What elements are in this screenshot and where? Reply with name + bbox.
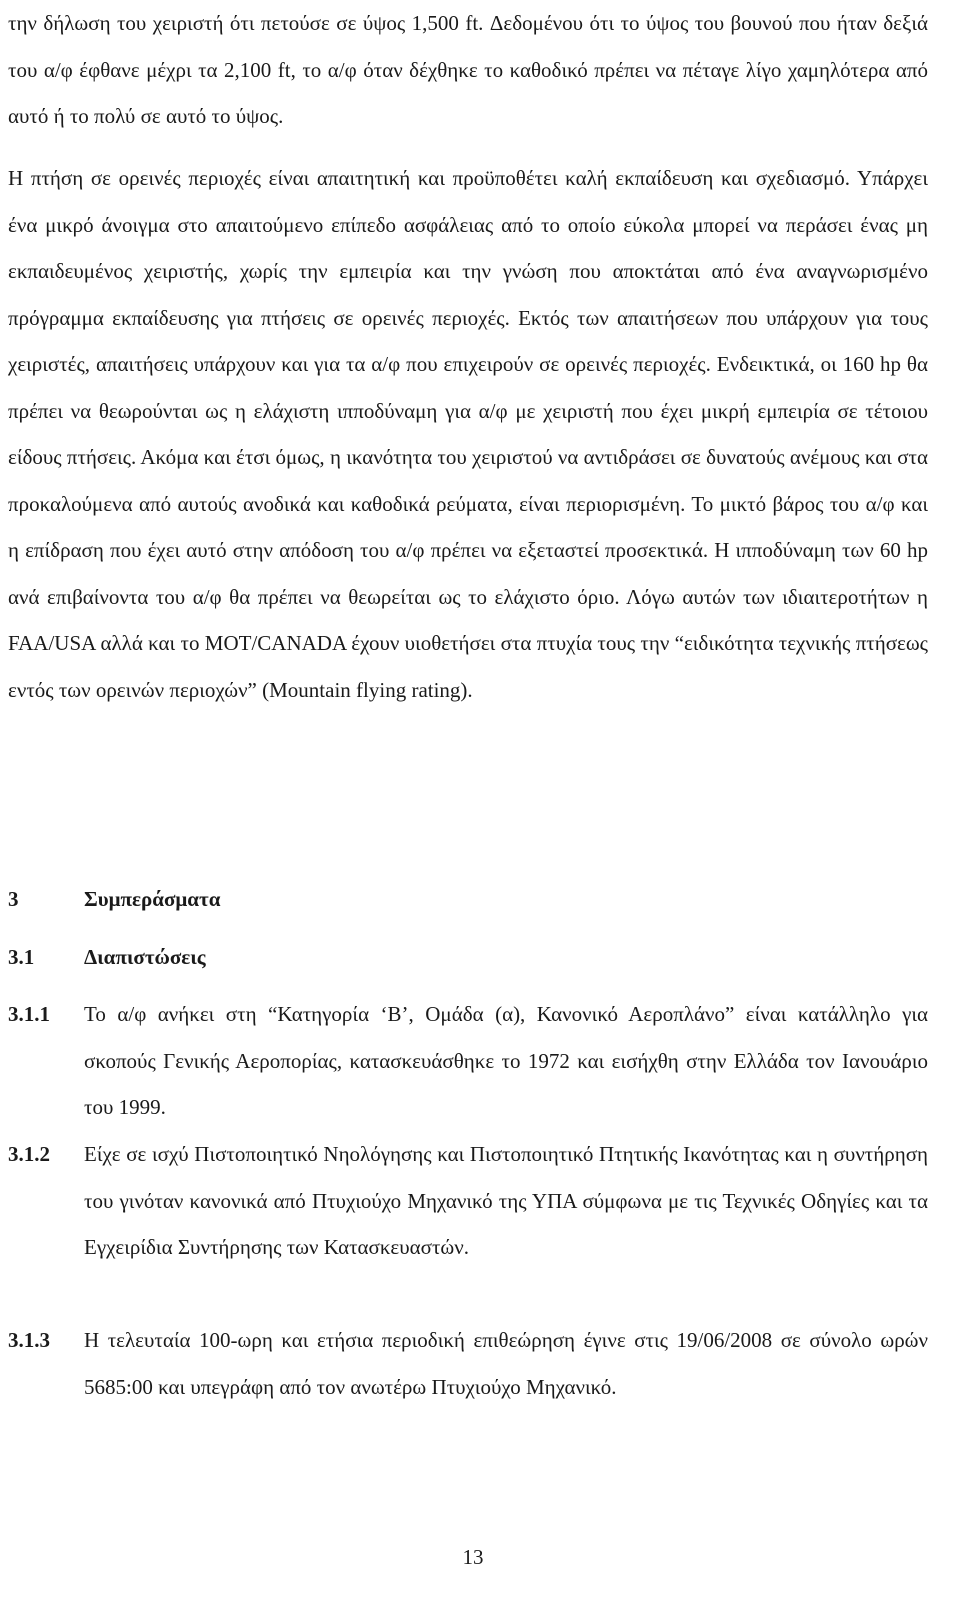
finding-text: Είχε σε ισχύ Πιστοποιητικό Νηολόγησης και Πιστοποιητικό Πτητικής Ικανότητας και η συντήρηση του γινόταν κανονικά από Πτυχιούχο Μηχανικό της ΥΠΑ σύμφωνα με τις Τεχνικές Οδηγίες και τα Εγχειρίδια Συντήρησης των Κατασκευαστών. <box>84 1142 928 1259</box>
section-title: Συμπεράσματα <box>84 887 221 911</box>
subsection-heading <box>8 942 206 972</box>
page-number: 13 <box>462 1545 484 1569</box>
finding-number: 3.1.2 <box>8 1142 50 1166</box>
finding-number: 3.1.3 <box>8 1328 50 1352</box>
document-page <box>8 0 928 1615</box>
paragraph-continued: την δήλωση του χειριστή ότι πετούσε σε ύψος 1,500 ft. Δεδομένου ότι το ύψος του βουνού που ήταν δεξιά του α/φ έφθανε μέχρι τα 2,100 ft, το α/φ όταν δέχθηκε το καθοδικό πρέπει να πέταγε λίγο χαμηλότερα από αυτό ή το πολύ σε αυτό το ύψος. <box>8 11 928 128</box>
subsection-title: Διαπιστώσεις <box>84 945 206 969</box>
section-heading <box>8 884 220 914</box>
finding-number: 3.1.1 <box>8 1002 50 1026</box>
paragraph-mountain-flying: Η πτήση σε ορεινές περιοχές είναι απαιτητική και προϋποθέτει καλή εκπαίδευση και σχεδιασμό. Υπάρχει ένα μικρό άνοιγμα στο απαιτούμενο επίπεδο ασφάλειας από το οποίο εύκολα μπορεί να περάσει ένας μη εκπαιδευμένος χειριστής, χωρίς την εμπειρία και την γνώση που αποκτάται από ένα αναγνωρισμένο πρόγραμμα εκπαίδευσης για πτήσεις σε ορεινές περιοχές. Εκτός των απαιτήσεων που υπάρχουν για τους χειριστές, απαιτήσεις υπάρχουν και για τα α/φ που επιχειρούν σε ορεινές περιοχές. Ενδεικτικά, οι 160 hp θα πρέπει να θεωρούνται ως η ελάχιστη ιπποδύναμη για α/φ με χειριστή που έχει μικρή εμπειρία σε τέτοιου είδους πτήσεις. Ακόμα και έτσι όμως, η ικανότητα του χειριστού να αντιδράσει σε δυνατούς ανέμους και στα προκαλούμενα από αυτούς ανοδικά και καθοδικά ρεύματα, είναι περιορισμένη. Το μικτό βάρος του α/φ και η επίδραση που έχει αυτό στην απόδοση του α/φ πρέπει να εξεταστεί προσεκτικά. Η ιπποδύναμη των 60 hp ανά επιβαίνοντα του α/φ θα πρέπει να θεωρείται ως το ελάχιστο όριο. Λόγω αυτών των ιδιαιτεροτήτων η FAA/USA αλλά και το MOT/CANADA έχουν υιοθετήσει στα πτυχία τους την “ειδικότητα τεχνικής πτήσεως εντός των ορεινών περιοχών” (Mountain flying rating). <box>8 166 928 702</box>
section-number: 3 <box>8 887 19 911</box>
subsection-number: 3.1 <box>8 945 35 969</box>
finding-text: Η τελευταία 100-ωρη και ετήσια περιοδική επιθεώρηση έγινε στις 19/06/2008 σε σύνολο ωρών 5685:00 και υπεγράφη από τον ανωτέρω Πτυχιούχο Μηχανικό. <box>84 1328 928 1399</box>
finding-text: Το α/φ ανήκει στη “Κατηγορία ‘Β’, Ομάδα (α), Κανονικό Αεροπλάνο” είναι κατάλληλο για σκοπούς Γενικής Αεροπορίας, κατασκευάσθηκε το 1972 και εισήχθη στην Ελλάδα τον Ιανουάριο του 1999. <box>84 1002 928 1119</box>
